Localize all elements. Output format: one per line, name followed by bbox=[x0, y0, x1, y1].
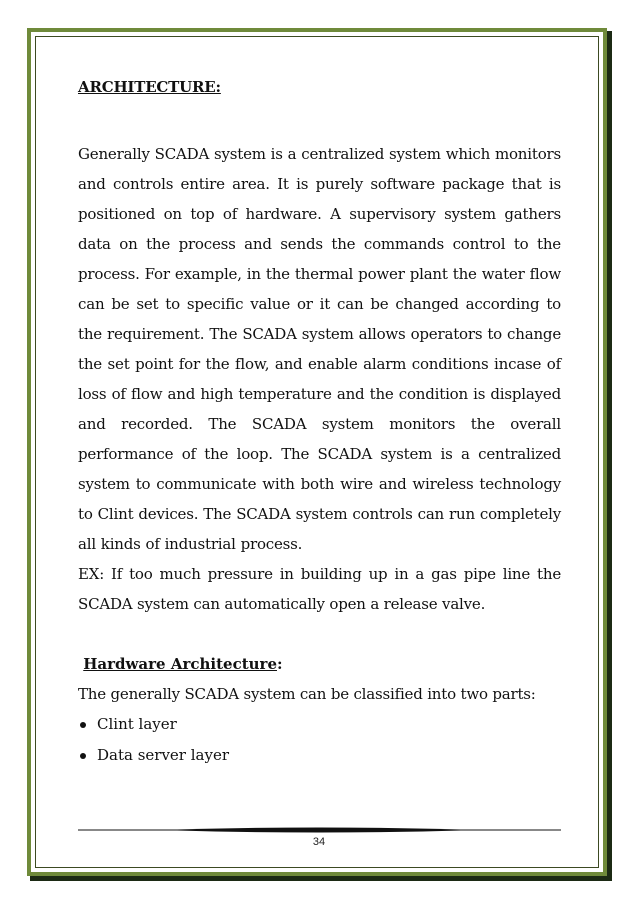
page-content bbox=[78, 76, 561, 771]
section-heading-text: ARCHITECTURE bbox=[78, 78, 216, 96]
list-item-text: Clint layer bbox=[97, 715, 177, 733]
list-item-text: Data server layer bbox=[97, 746, 230, 764]
bullet-icon bbox=[80, 722, 86, 728]
page-number: 34 bbox=[312, 836, 326, 848]
list-item bbox=[78, 709, 561, 740]
bullet-icon bbox=[80, 753, 86, 759]
main-paragraph: Generally SCADA system is a centralized system which monitors and controls entire area. It is purely software package that is positioned on top of hardware. A supervisory system gathers data on the process and sends the commands control to the process. For example, in the thermal power plant the water flow can be set to specific value or it can be changed according to the requirement. The SCADA system allows operators to change the set point for the flow, and enable alarm conditions incase of loss of flow and high temperature and the condition is displayed and recorded. The SCADA system monitors the overall performance of the loop. The SCADA system is a centralized system to communicate with both wire and wireless technology to Clint devices. The SCADA system controls can run completely all kinds of industrial process. bbox=[78, 145, 561, 553]
list-item bbox=[78, 740, 561, 771]
bullet-list bbox=[78, 709, 561, 771]
intro-line: The generally SCADA system can be classified into two parts: bbox=[78, 685, 536, 703]
sub-heading-colon: : bbox=[276, 655, 283, 673]
section-heading-colon: : bbox=[215, 78, 221, 96]
section-heading bbox=[78, 76, 561, 98]
sub-heading bbox=[78, 649, 561, 679]
example-paragraph: EX: If too much pressure in building up in a gas pipe line the SCADA system can automatically open a release valve. bbox=[78, 565, 561, 613]
footer-divider bbox=[78, 826, 561, 834]
sub-heading-text: Hardware Architecture bbox=[83, 655, 277, 673]
